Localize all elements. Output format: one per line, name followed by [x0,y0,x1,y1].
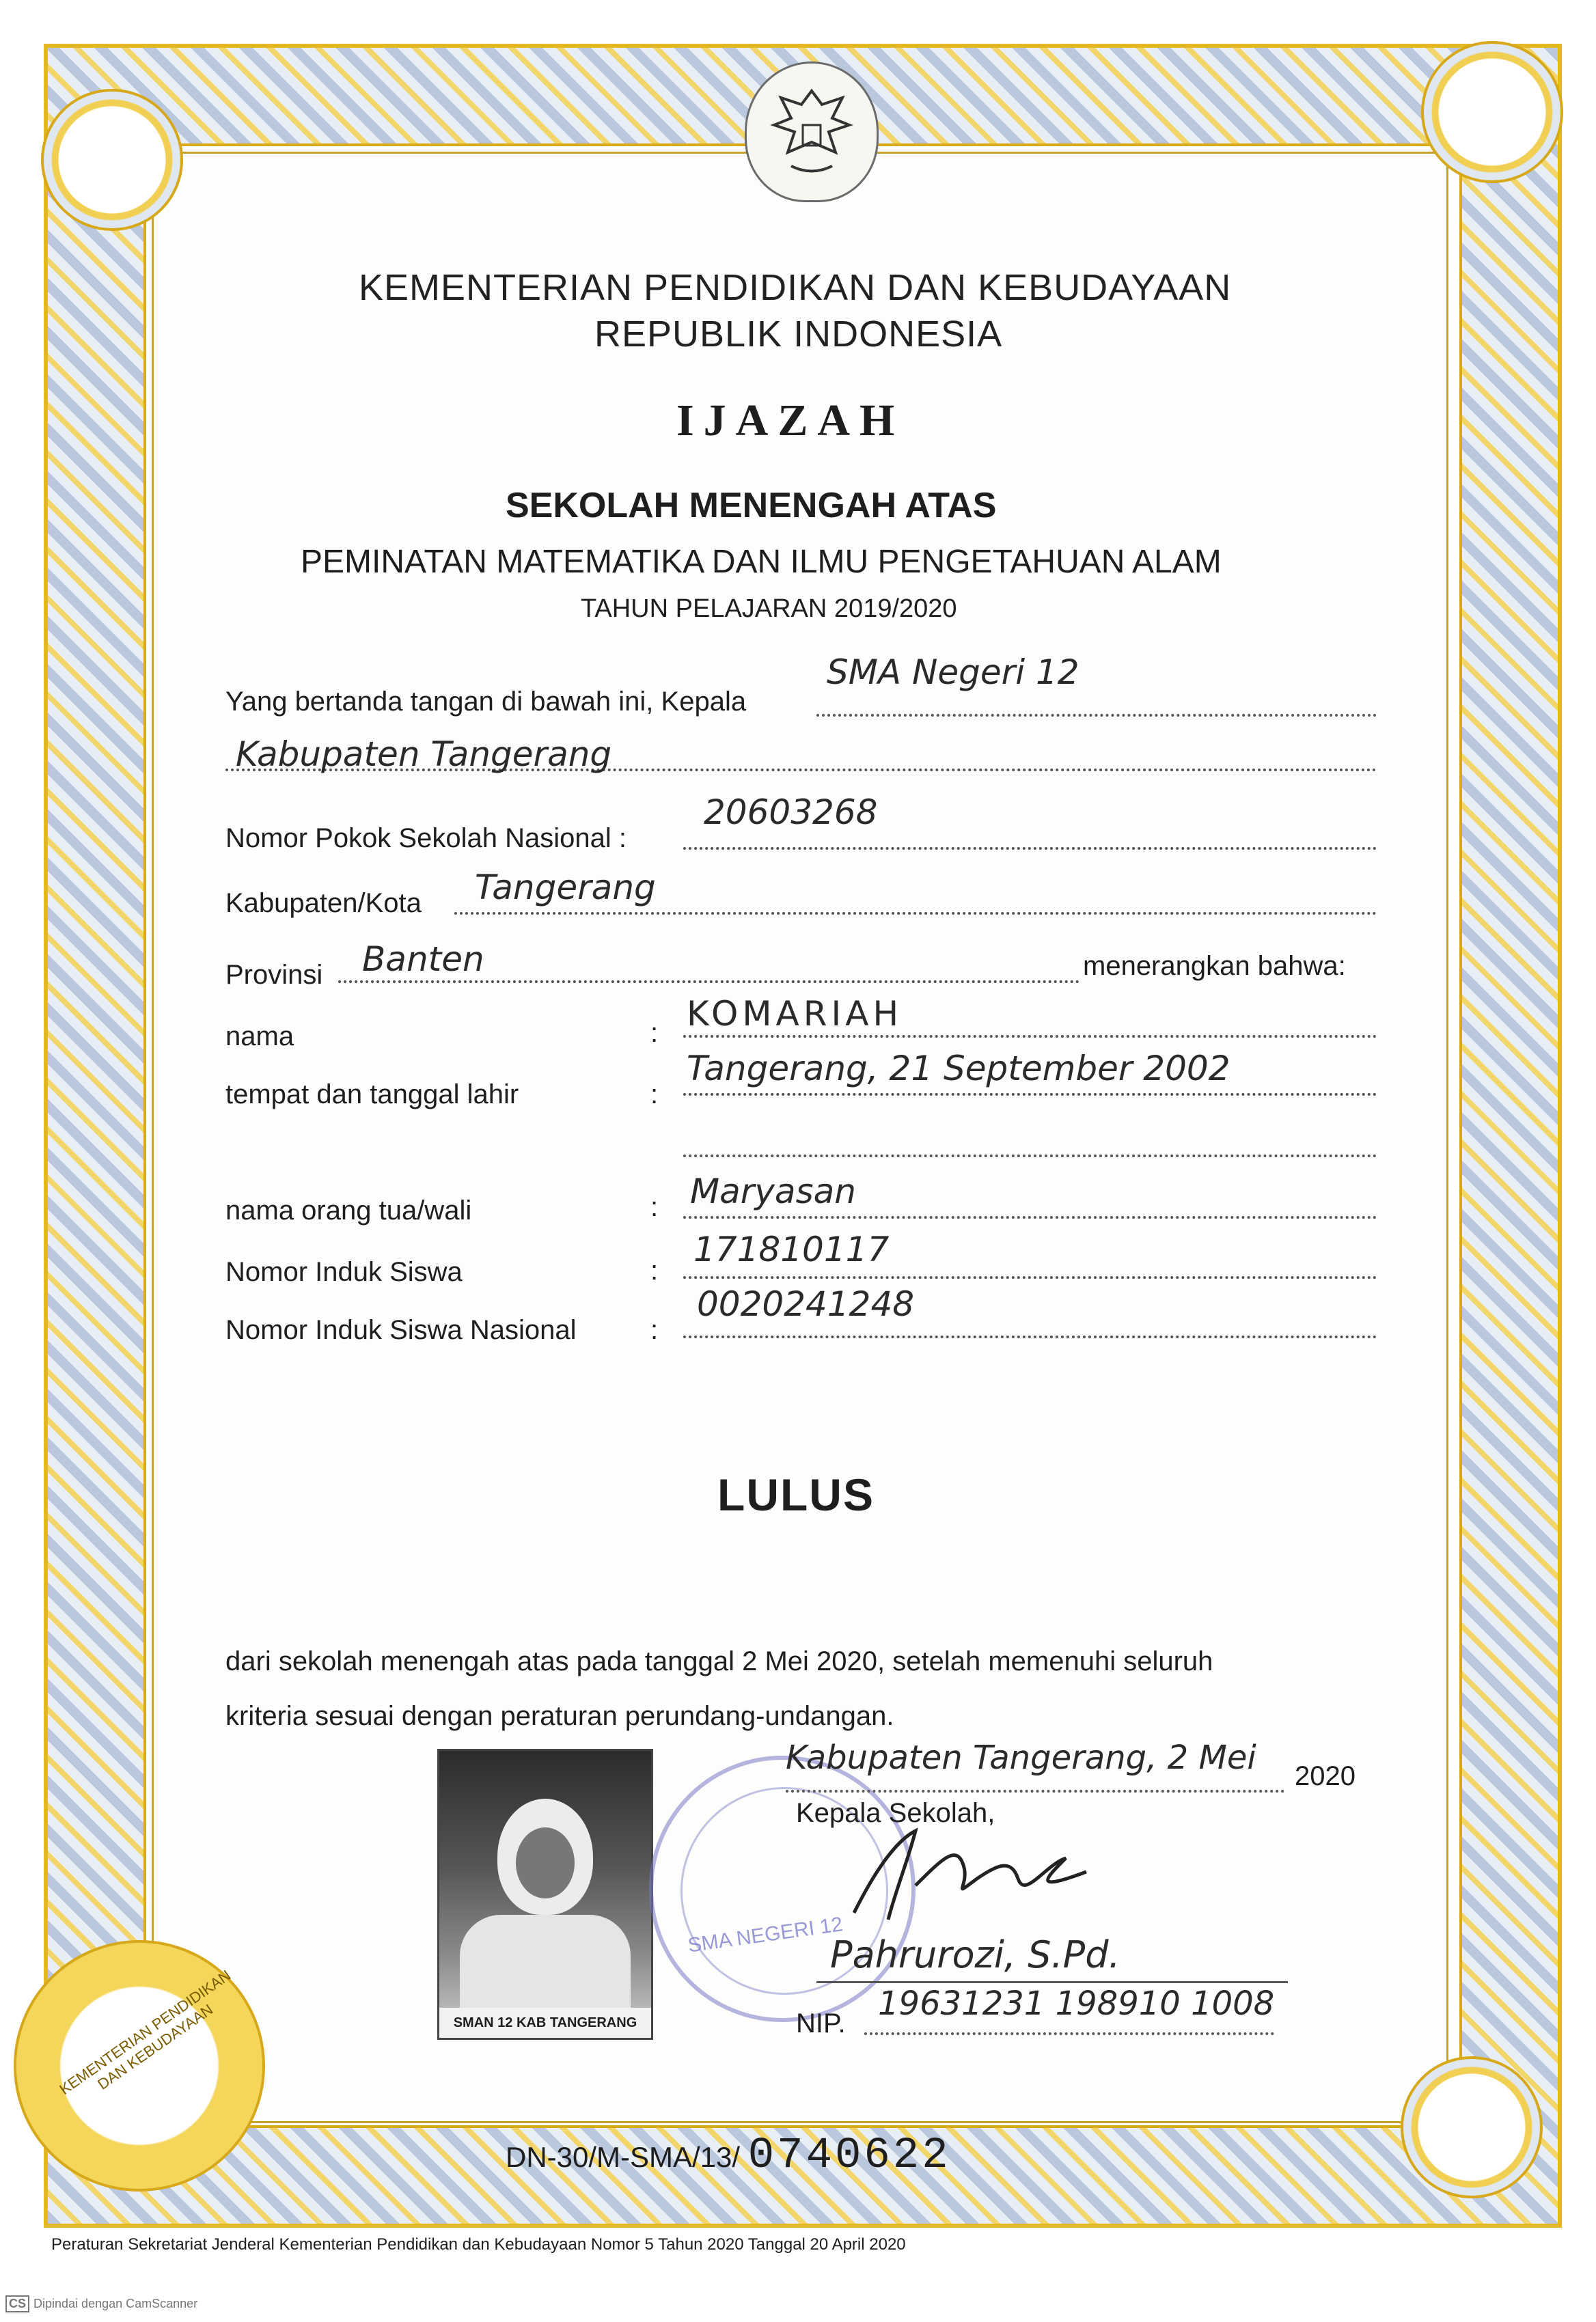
footer-regulation: Peraturan Sekretariat Jenderal Kementerian Pendidikan dan Kebudayaan Nomor 5 Tahun 2020 Tanggal 20 April 2020 [51,2235,906,2254]
statement-line-2: kriteria sesuai dengan peraturan perundang-undangan. [225,1701,894,1731]
nisn-label: Nomor Induk Siswa Nasional [225,1315,577,1345]
dotted-line [683,1276,1377,1279]
dotted-line [864,2032,1274,2035]
academic-year: TAHUN PELAJARAN 2019/2020 [581,594,957,623]
dotted-line [683,1216,1377,1219]
document-title: IJAZAH [676,396,905,445]
colon: : [650,1315,659,1345]
colon: : [650,1018,659,1048]
student-photo [437,1749,653,2040]
serial-value: 0740622 [747,2131,951,2181]
city-value: Tangerang [475,868,656,907]
certify-label: menerangkan bahwa: [1083,951,1346,981]
corner-ornament-top-right [1421,41,1563,183]
stamp-text: SMA NEGERI 12 [686,1913,844,1957]
parent-label: nama orang tua/wali [225,1195,472,1226]
nip-value: 19631231 198910 1008 [878,1985,1275,2023]
intro-label: Yang bertanda tangan di bawah ini, Kepala [225,687,747,717]
seal-text: KEMENTERIAN PENDIDIKAN DAN KEBUDAYAAN [56,1966,234,2099]
nip-label: NIP. [796,2008,846,2038]
npsn-label: Nomor Pokok Sekolah Nasional : [225,823,627,853]
dotted-line [683,1336,1377,1338]
birth-value: Tangerang, 21 September 2002 [687,1049,1230,1088]
dotted-line [338,980,1079,983]
dotted-line [816,714,1377,717]
colon: : [650,1256,659,1286]
signer-underline [816,1981,1288,1983]
place-date: Kabupaten Tangerang, 2 Mei [786,1739,1256,1777]
photo-caption: SMAN 12 KAB TANGERANG [439,2008,651,2038]
year: 2020 [1295,1761,1356,1791]
dotted-line [786,1790,1284,1793]
principal-role: Kepala Sekolah, [796,1798,995,1828]
camscanner-logo-icon: CS [5,2295,29,2312]
province-value: Banten [362,939,484,979]
republic-heading: REPUBLIK INDONESIA [594,314,1003,355]
result-lulus: LULUS [717,1469,875,1520]
serial-number [506,2131,951,2181]
student-name: KOMARIAH [687,994,903,1034]
scanner-text: Dipindai dengan CamScanner [33,2297,198,2310]
dotted-line [683,1035,1377,1038]
serial-prefix: DN-30/M-SMA/13/ [506,2141,741,2173]
dotted-line [683,1155,1377,1157]
corner-ornament-bottom-right [1401,2056,1543,2198]
school-name: SMA Negeri 12 [827,652,1079,692]
dotted-line [454,912,1377,915]
ministry-heading: KEMENTERIAN PENDIDIKAN DAN KEBUDAYAAN [359,267,1232,308]
school-region: Kabupaten Tangerang [236,734,612,774]
nisn-value: 0020241248 [697,1284,915,1324]
garuda-emblem-icon [745,61,879,202]
statement-line-1: dari sekolah menengah atas pada tanggal 2 Mei 2020, setelah memenuhi seluruh [225,1646,1213,1676]
program-heading: PEMINATAN MATEMATIKA DAN ILMU PENGETAHUAN ALAM [301,544,1222,580]
signer-name: Pahrurozi, S.Pd. [830,1933,1120,1976]
corner-ornament-top-left [41,89,183,231]
nis-label: Nomor Induk Siswa [225,1257,463,1287]
dotted-line [683,1093,1377,1096]
signature [840,1817,1100,1926]
province-label: Provinsi [225,960,323,990]
npsn-value: 20603268 [704,792,878,832]
school-level: SEKOLAH MENENGAH ATAS [506,486,997,525]
nis-value: 171810117 [693,1230,890,1269]
scanner-watermark [5,2295,197,2312]
birth-label: tempat dan tanggal lahir [225,1079,519,1109]
dotted-line [683,847,1377,850]
colon: : [650,1192,659,1222]
name-label: nama [225,1021,294,1051]
parent-value: Maryasan [690,1172,856,1211]
city-label: Kabupaten/Kota [225,888,422,918]
colon: : [650,1079,659,1109]
